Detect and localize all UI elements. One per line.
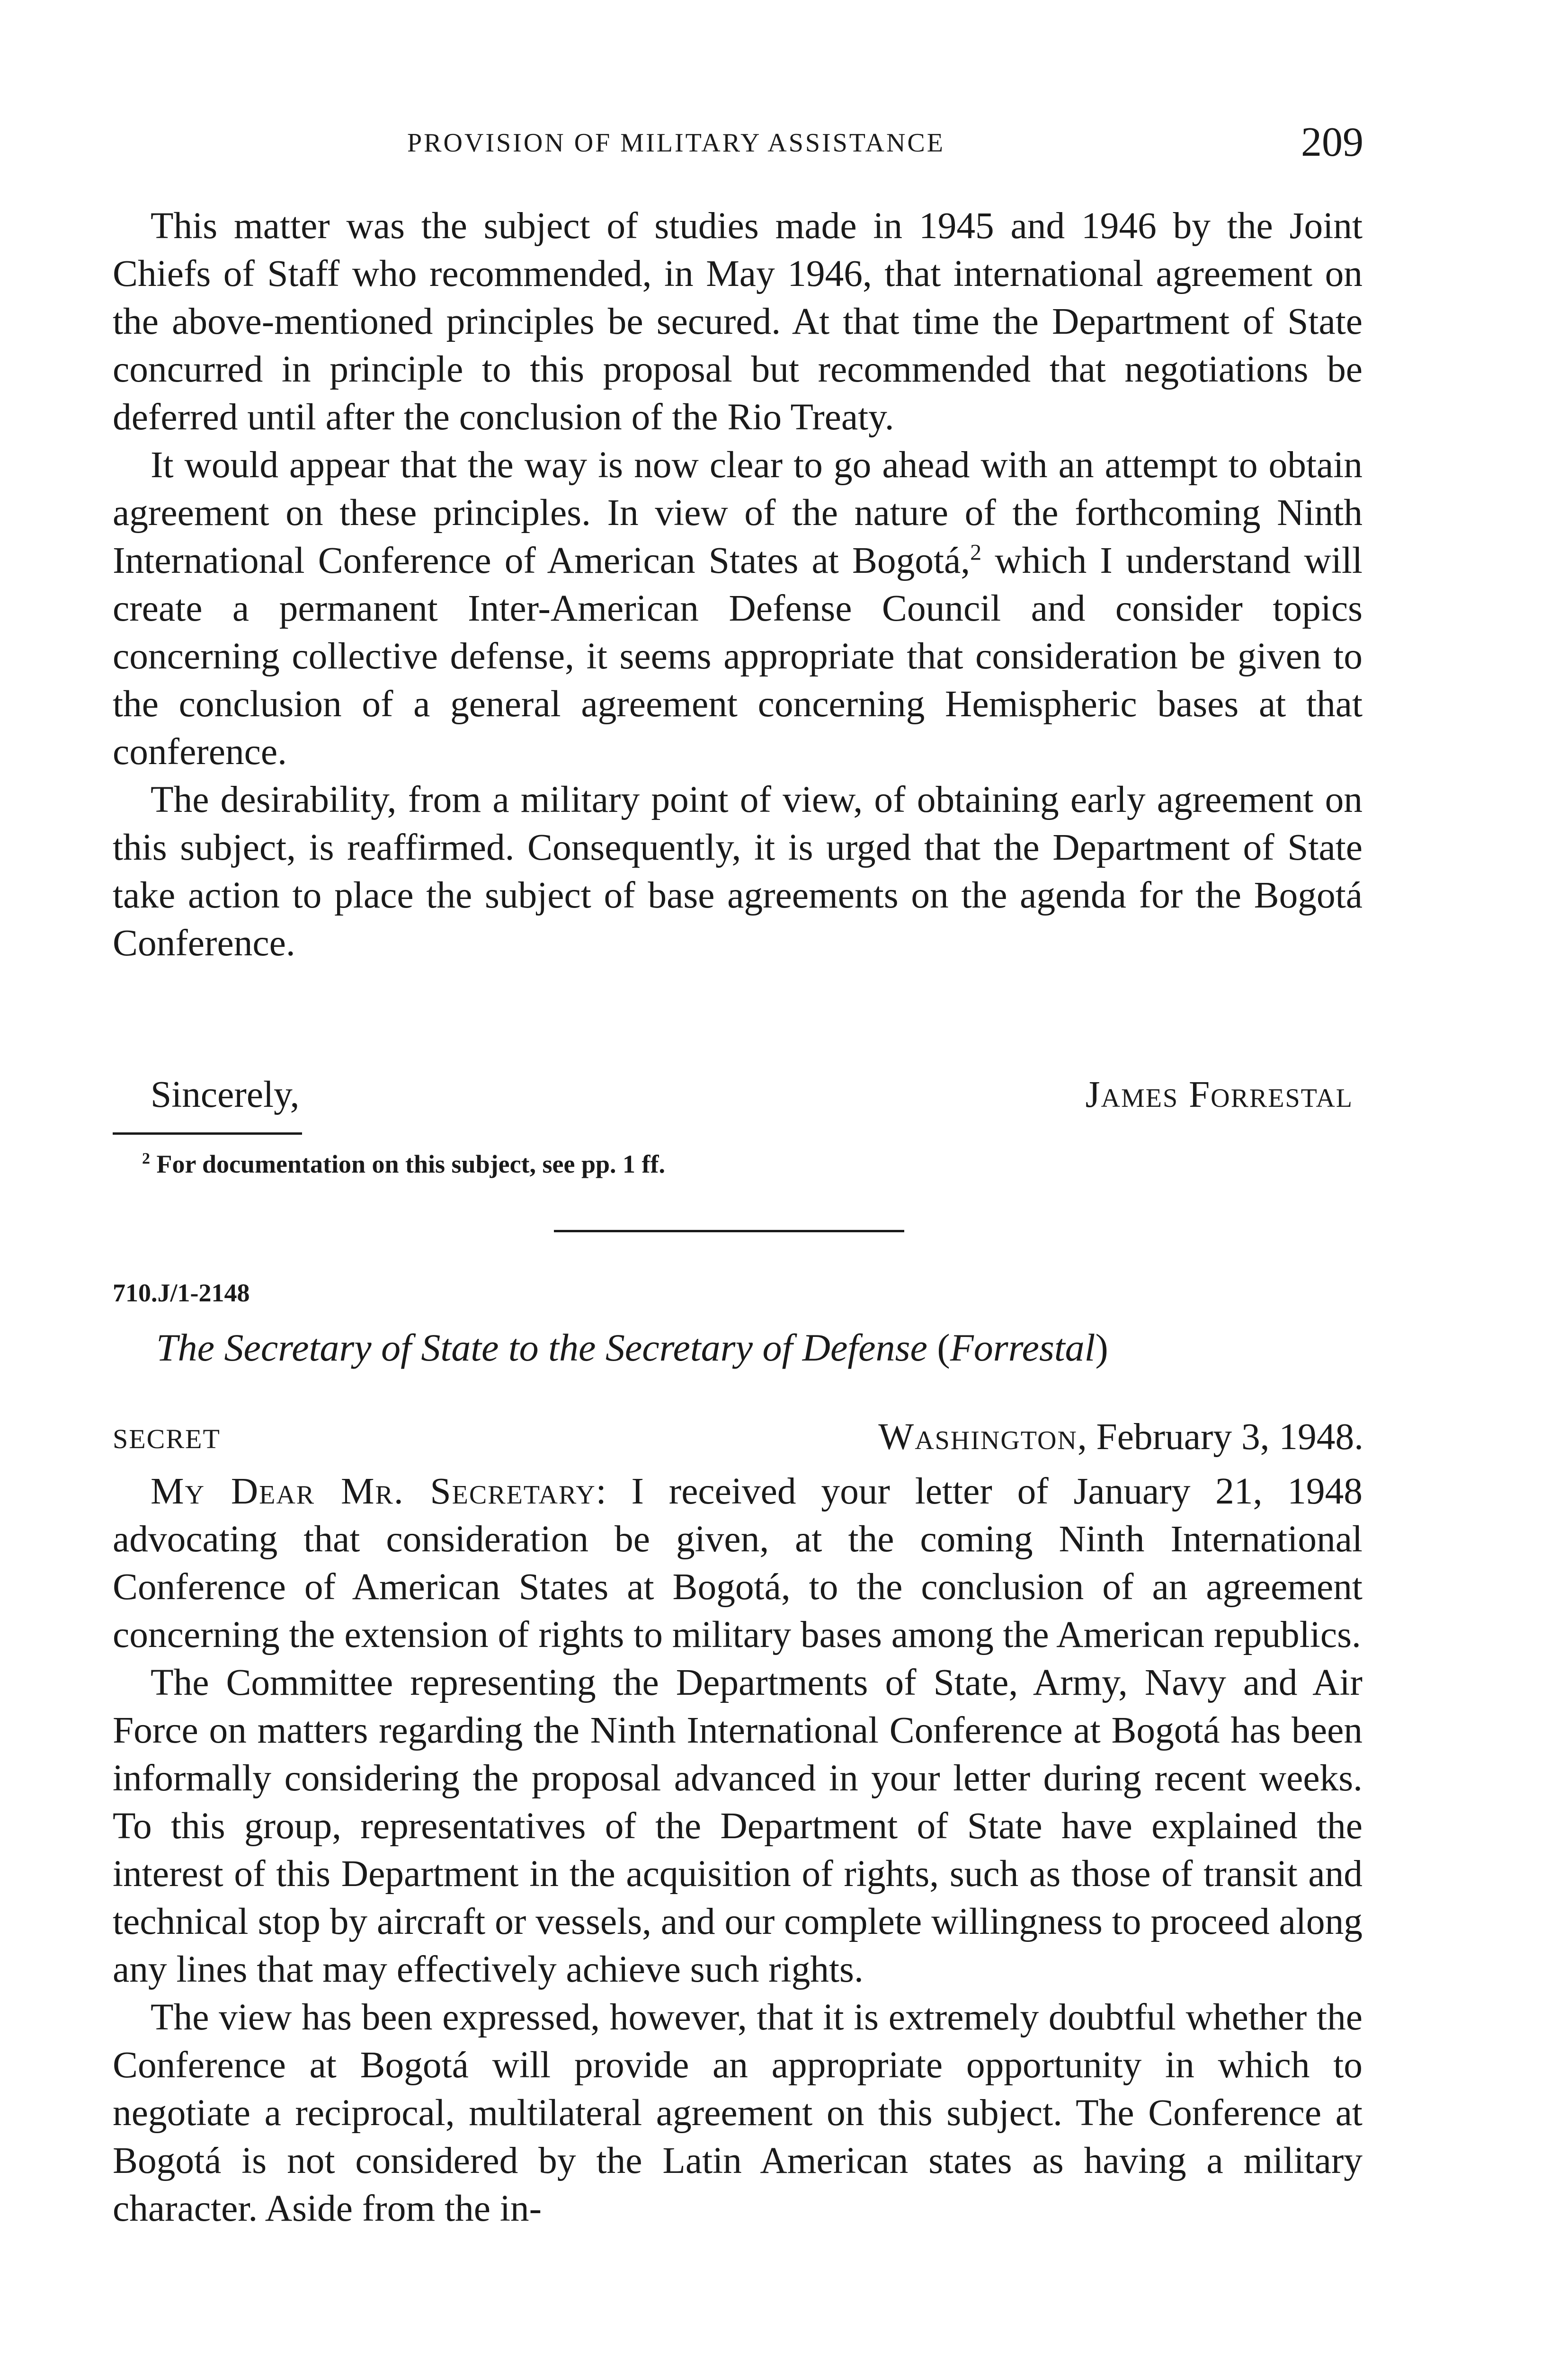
paragraph: The Committee representing the Departments of State, Army, Navy and Air Force on matters regarding the Ninth International Conference at Bogotá has been informally considering the proposal advanced in your letter during recent weeks. To this group, representatives of the Department of State have explained the interest of this Department in the acquisition of rights, such as those of transit and technical stop by aircraft or vessels, and our complete willingness to proceed along any lines that may effectively achieve such rights. xyxy=(113,1662,1363,1990)
paragraph-text: It would appear that the way is now clear to go ahead with an attempt to obtain agreement on these principles. In view of the nature of the forthcoming Ninth International Conference of American States at Bogotá, xyxy=(113,444,1363,581)
page-number: 209 xyxy=(1301,119,1363,165)
paragraph: The desirability, from a military point of view, of obtaining early agreement on this subject, is reaffirmed. Consequently, it is urged that the Department of State take action to place the subject of base agreements on the agenda for the Bogotá Conference. xyxy=(113,779,1363,964)
footnote-rule xyxy=(113,1132,302,1135)
paragraph xyxy=(113,441,1363,776)
title-paren: ( xyxy=(927,1326,950,1369)
page-header xyxy=(114,114,1373,166)
paragraph-text: : I received your letter of January 21, 1948 advocating that consideration be given, at the coming Ninth International Conference of American States at Bogotá, to the conclusion of an agreement concerning the extension of rights to military bases among the American republics. xyxy=(113,1470,1363,1655)
paragraph xyxy=(113,1468,1363,1659)
dateline xyxy=(878,1415,1363,1459)
footnote xyxy=(142,1149,665,1179)
file-number: 710.J/1-2148 xyxy=(113,1279,250,1307)
signature: James Forrestal xyxy=(1085,1074,1353,1115)
paragraph: The view has been expressed, however, that it is extremely doubtful whether the Conference at Bogotá will provide an appropriate opportunity in which to negotiate a reciprocal, multilateral agreement on this subject. The Conference at Bogotá is not considered by the Latin American states as having a military character. Aside from the in- xyxy=(113,1996,1363,2229)
classification-label: SECRET xyxy=(113,1424,221,1454)
dateline-place: Washington xyxy=(878,1416,1078,1458)
footnote-reference: 2 xyxy=(970,540,982,565)
document-title xyxy=(156,1326,1108,1370)
section-separator xyxy=(554,1230,904,1232)
letter-body xyxy=(113,1468,1363,2233)
title-paren: ) xyxy=(1095,1326,1108,1369)
paragraph: This matter was the subject of studies made in 1945 and 1946 by the Joint Chiefs of Staff who recommended, in May 1946, that international agreement on the above-mentioned principles be secured. At that time the Department of State concurred in principle to this proposal but recommended that negotiations be deferred until after the conclusion of the Rio Treaty. xyxy=(113,205,1363,438)
footnote-marker: 2 xyxy=(142,1150,150,1167)
title-recipient: Forrestal xyxy=(950,1326,1096,1369)
dateline-date: , February 3, 1948. xyxy=(1077,1416,1363,1458)
running-head: PROVISION OF MILITARY ASSISTANCE xyxy=(407,128,945,158)
title-text: The Secretary of State to the Secretary of Defense xyxy=(156,1326,927,1369)
paragraph-text: which I understand will create a permanent Inter-American Defense Council and consider topics concerning collective defense, it seems appropriate that consideration be given to the conclusion of a general agreement concerning Hemispheric bases at that conference. xyxy=(113,540,1363,773)
complimentary-close: Sincerely, xyxy=(151,1074,300,1115)
letter-body-continued xyxy=(113,202,1363,967)
salutation: My Dear Mr. Secretary xyxy=(151,1470,596,1512)
footnote-text: For documentation on this subject, see pp. 1 ff. xyxy=(150,1150,666,1178)
